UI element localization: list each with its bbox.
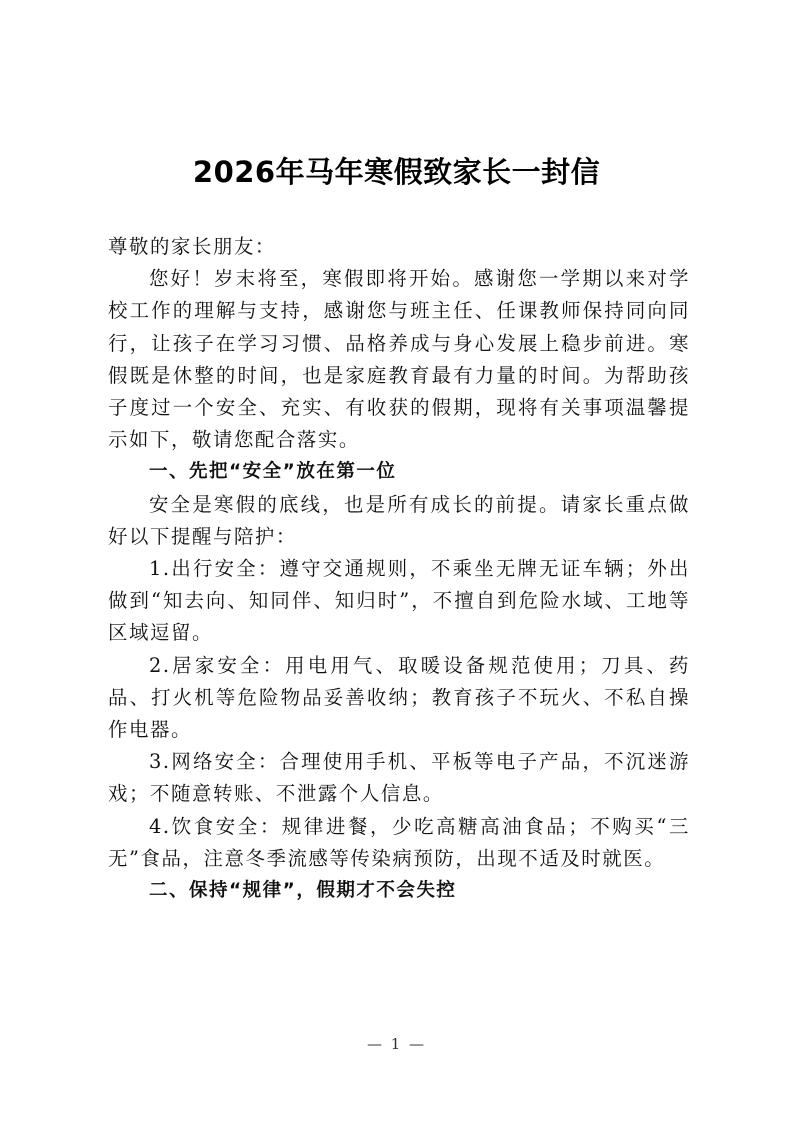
section-heading-routine: 二、保持“规律”，假期才不会失控 <box>149 880 457 902</box>
salutation: 尊敬的家长朋友： <box>108 235 276 258</box>
safety-intro-paragraph: 安全是寒假的底线，也是所有成长的前提。请家长重点做好以下提醒与陪护： <box>108 492 690 548</box>
document-title: 2026年马年寒假致家长一封信 <box>192 155 601 189</box>
page-number: — 1 — <box>366 1035 427 1053</box>
intro-paragraph: 您好！岁末将至，寒假即将开始。感谢您一学期以来对学校工作的理解与支持，感谢您与班主任、任课教师保持同向同行，让孩子在学习习惯、品格养成与身心发展上稳步前进。寒假既是休整的时间，也是家庭教育最有力量的时间。为帮助孩子度过一个安全、充实、有收获的假期，现将有关事项温馨提示如下，敬请您配合落实。 <box>108 267 690 452</box>
document-body <box>108 231 690 907</box>
list-item-food-safety: 4.饮食安全：规律进餐，少吃高糖高油食品；不购买“三无”食品，注意冬季流感等传染病预防，出现不适及时就医。 <box>108 814 690 870</box>
list-item-home-safety: 2.居家安全：用电用气、取暖设备规范使用；刀具、药品、打火机等危险物品妥善收纳；教育孩子不玩火、不私自操作电器。 <box>108 653 690 742</box>
section-heading-safety: 一、先把“安全”放在第一位 <box>149 461 397 483</box>
list-item-internet-safety: 3.网络安全：合理使用手机、平板等电子产品，不沉迷游戏；不随意转账、不泄露个人信息。 <box>108 750 690 806</box>
list-item-travel-safety: 1.出行安全：遵守交通规则，不乘坐无牌无证车辆；外出做到“知去向、知同伴、知归时”，不擅自到危险水域、工地等区域逗留。 <box>108 557 690 645</box>
